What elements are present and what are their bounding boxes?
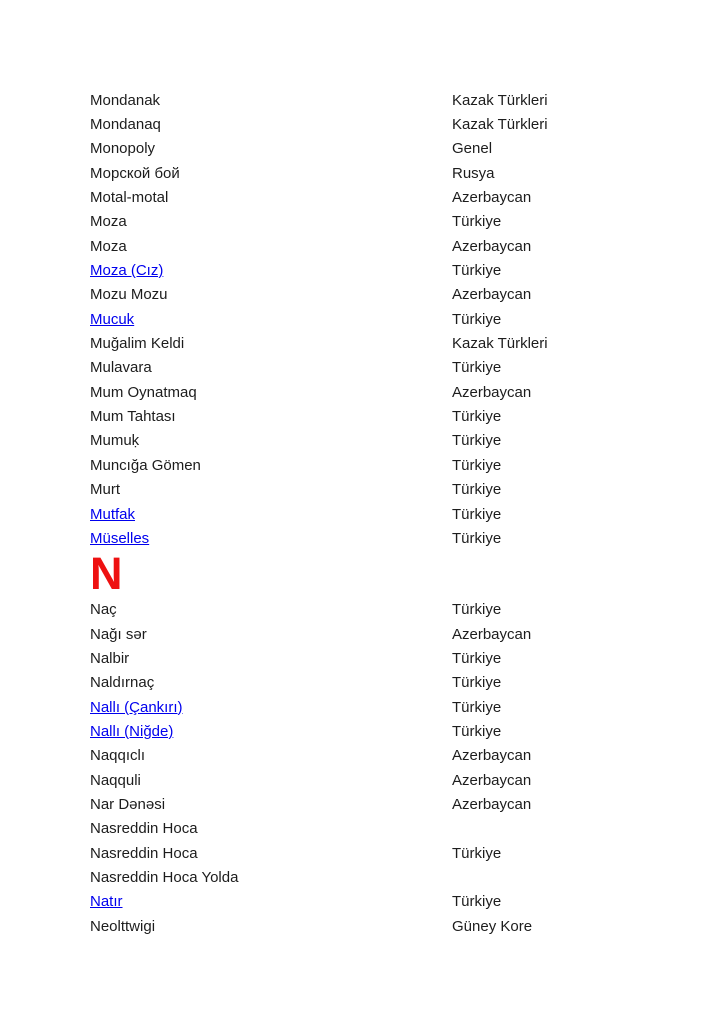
list-row <box>90 307 690 331</box>
game-name: Naqquli <box>90 771 141 789</box>
game-region: Türkiye <box>452 722 502 740</box>
game-name-link[interactable]: Natır <box>90 893 123 911</box>
game-name: Nasreddin Hoca <box>90 820 198 838</box>
list-row <box>90 404 690 428</box>
game-name-link[interactable]: Nallı (Çankırı) <box>90 698 183 716</box>
game-name: Mum Oynatmaq <box>90 383 197 401</box>
list-row <box>90 88 690 112</box>
list-row <box>90 161 690 185</box>
game-name: Nar Dənəsi <box>90 795 166 813</box>
game-name: Naqqıclı <box>90 747 146 765</box>
game-name: Muğalim Keldi <box>90 335 185 353</box>
game-region: Azerbaycan <box>452 383 532 401</box>
game-name: Neolttwigi <box>90 917 156 935</box>
list-row <box>90 598 690 622</box>
game-name: Mondanak <box>90 91 161 109</box>
list-row <box>90 356 690 380</box>
game-name: Морской бой <box>90 164 180 182</box>
list-row <box>90 478 690 502</box>
list-row <box>90 744 690 768</box>
list-row <box>90 526 690 550</box>
game-name-link[interactable]: Nallı (Niğde) <box>90 722 174 740</box>
game-region: Türkiye <box>452 505 502 523</box>
game-name: Nasreddin Hoca Yolda <box>90 868 239 886</box>
game-region: Türkiye <box>452 601 502 619</box>
list-row <box>90 112 690 136</box>
list-row <box>90 695 690 719</box>
list-row <box>90 502 690 526</box>
game-region: Türkiye <box>452 213 502 231</box>
game-name: Moza <box>90 237 127 255</box>
game-name: Naç <box>90 601 117 619</box>
game-name: Mum Tahtası <box>90 408 176 426</box>
game-region: Azerbaycan <box>452 286 532 304</box>
list-row <box>90 646 690 670</box>
list-row <box>90 768 690 792</box>
game-name: Murt <box>90 481 120 499</box>
game-name: Mumuḳ <box>90 432 140 450</box>
game-name-link[interactable]: Mutfak <box>90 505 136 523</box>
list-row <box>90 792 690 816</box>
game-region: Türkiye <box>452 456 502 474</box>
game-name: Motal-motal <box>90 189 169 207</box>
list-row <box>90 890 690 914</box>
game-region: Azerbaycan <box>452 237 532 255</box>
game-region: Türkiye <box>452 262 502 280</box>
list-row <box>90 914 690 938</box>
game-region: Rusya <box>452 164 495 182</box>
game-name: Naldırnaç <box>90 674 155 692</box>
game-name: Moza <box>90 213 127 231</box>
game-region: Türkiye <box>452 432 502 450</box>
list-row <box>90 622 690 646</box>
game-name: Nağı sər <box>90 625 147 643</box>
game-name-link[interactable]: Müselles <box>90 529 150 547</box>
game-name: Mozu Mozu <box>90 286 168 304</box>
game-region: Türkiye <box>452 310 502 328</box>
list-row <box>90 210 690 234</box>
game-name: Nalbir <box>90 649 130 667</box>
game-region: Türkiye <box>452 481 502 499</box>
game-region: Güney Kore <box>452 917 533 935</box>
game-name: Nasreddin Hoca <box>90 844 198 862</box>
list-row <box>90 429 690 453</box>
list-row <box>90 258 690 282</box>
list-row <box>90 137 690 161</box>
game-region: Kazak Türkleri <box>452 335 548 353</box>
game-region: Azerbaycan <box>452 795 532 813</box>
section-heading: N <box>90 548 123 600</box>
game-region: Türkiye <box>452 359 502 377</box>
list-row <box>90 185 690 209</box>
list-row <box>90 234 690 258</box>
game-region: Türkiye <box>452 698 502 716</box>
game-region: Azerbaycan <box>452 625 532 643</box>
list-row <box>90 283 690 307</box>
game-name: Mulavara <box>90 359 152 377</box>
game-region: Genel <box>452 140 493 158</box>
list-row <box>90 331 690 355</box>
list-row <box>90 841 690 865</box>
game-name: Monopoly <box>90 140 156 158</box>
game-region: Türkiye <box>452 529 502 547</box>
game-name: Muncığa Gömen <box>90 456 201 474</box>
game-region: Azerbaycan <box>452 771 532 789</box>
game-region: Azerbaycan <box>452 189 532 207</box>
game-region: Türkiye <box>452 649 502 667</box>
list-row <box>90 719 690 743</box>
list-row <box>90 453 690 477</box>
game-region: Türkiye <box>452 408 502 426</box>
game-name-link[interactable]: Moza (Cız) <box>90 262 164 280</box>
list-row <box>90 817 690 841</box>
game-region: Kazak Türkleri <box>452 116 548 134</box>
game-name: Mondanaq <box>90 116 161 134</box>
game-region: Türkiye <box>452 844 502 862</box>
game-region: Türkiye <box>452 674 502 692</box>
game-region: Azerbaycan <box>452 747 532 765</box>
list-row <box>90 380 690 404</box>
game-list <box>90 88 690 938</box>
game-region: Kazak Türkleri <box>452 91 548 109</box>
list-row <box>90 671 690 695</box>
list-row <box>90 865 690 889</box>
game-name-link[interactable]: Mucuk <box>90 310 135 328</box>
game-region: Türkiye <box>452 893 502 911</box>
